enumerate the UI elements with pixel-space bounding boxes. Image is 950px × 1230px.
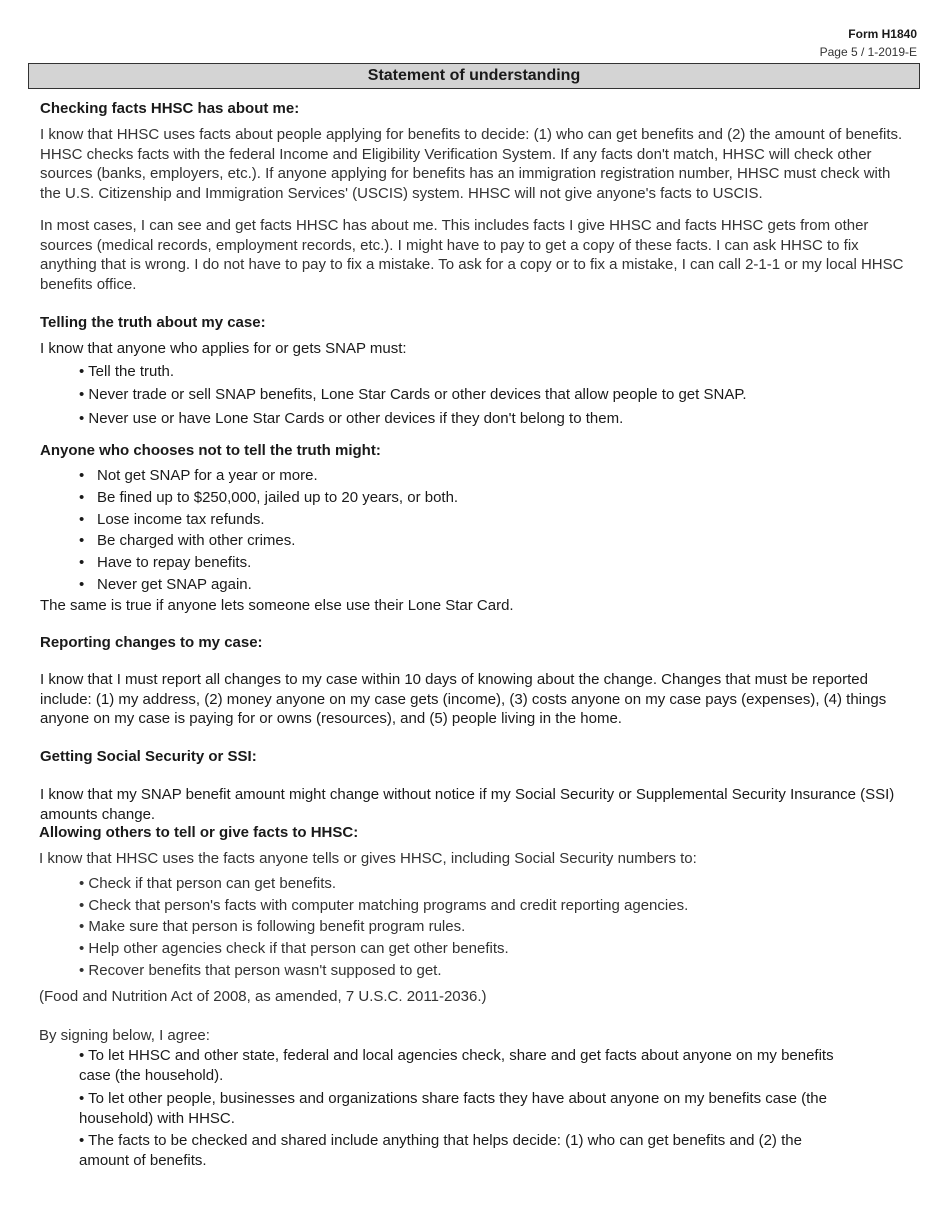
page-info: Page 5 / 1-2019-E [819,45,917,59]
penalty-item: Never get SNAP again. [97,576,252,593]
bullet-icon: • [79,489,85,506]
signing-item: • The facts to be checked and shared include anything that helps decide: (1) who can get benefits and (2) the amount of benefits. [79,1132,802,1169]
telling-truth-intro: I know that anyone who applies for or gets SNAP must: [40,340,407,357]
penalty-item: Be charged with other crimes. [97,532,296,549]
checking-facts-para-2: In most cases, I can see and get facts HHSC has about me. This includes facts I give HHSC and facts HHSC gets from other sources (medical records, employment records, etc.). I might have to pay to get a copy of these facts. I can ask HHSC to fix anything that is wrong. I do not have to pay to fix a mistake. To ask for a copy or to fix a mistake, I can call 2-1-1 or my local HHSC benefits office. [40,217,904,293]
checking-facts-heading: Checking facts HHSC has about me: [40,100,300,117]
checking-facts-para-1: I know that HHSC uses facts about people applying for benefits to decide: (1) who can get benefits and (2) the amount of benefits. HHSC checks facts with the federal Income and Eligibility Verification System. If any facts don't match, HHSC will check other sources (banks, employers, etc.). If anyone applying for benefits has an immigration registration number, HHSC must check with the U.S. Citizenship and Immigration Services' (USCIS) system. HHSC will not give anyone's facts to USCIS. [40,126,903,202]
bullet-icon: • [79,554,85,571]
reporting-para: I know that I must report all changes to my case within 10 days of knowing about the change. Changes that must be reported include: (1) my address, (2) money anyone on my case gets (income), (3) costs anyone on my case pays (expenses), (4) things anyone on my case is paying for or owns (resources), and (5) people living in the home. [40,671,887,727]
allowing-item: • Make sure that person is following benefit program rules. [79,918,466,935]
signing-intro: By signing below, I agree: [39,1027,210,1044]
social-security-heading: Getting Social Security or SSI: [40,748,257,765]
penalty-item: Not get SNAP for a year or more. [97,467,318,484]
penalties-footer: The same is true if anyone lets someone else use their Lone Star Card. [40,597,514,614]
bullet-icon: • [79,576,85,593]
truth-item: • Never use or have Lone Star Cards or other devices if they don't belong to them. [79,410,624,427]
allowing-item: • Check that person's facts with computer matching programs and credit reporting agencies. [79,897,689,914]
allowing-item: • Help other agencies check if that person can get other benefits. [79,940,509,957]
bullet-icon: • [79,532,85,549]
allowing-item: • Check if that person can get benefits. [79,875,337,892]
signing-item: • To let HHSC and other state, federal and local agencies check, share and get facts about anyone on my benefits case (the household). [79,1047,834,1084]
form-id: Form H1840 [848,27,917,41]
truth-item: • Never trade or sell SNAP benefits, Lone Star Cards or other devices that allow people to get SNAP. [79,386,747,403]
bullet-icon: • [79,511,85,528]
page-title: Statement of understanding [28,63,920,89]
citation: (Food and Nutrition Act of 2008, as amended, 7 U.S.C. 2011-2036.) [39,988,487,1005]
allowing-item: • Recover benefits that person wasn't supposed to get. [79,962,442,979]
bullet-icon: • [79,467,85,484]
social-security-para: I know that my SNAP benefit amount might change without notice if my Social Security or Supplemental Security Insurance (SSI) amounts change. [40,786,895,823]
penalties-heading: Anyone who chooses not to tell the truth might: [40,442,381,459]
penalty-item: Have to repay benefits. [97,554,252,571]
telling-truth-heading: Telling the truth about my case: [40,314,266,331]
reporting-heading: Reporting changes to my case: [40,634,263,651]
truth-item: • Tell the truth. [79,363,175,380]
allowing-others-heading: Allowing others to tell or give facts to HHSC: [39,824,359,841]
penalty-item: Be fined up to $250,000, jailed up to 20 years, or both. [97,489,459,506]
penalty-item: Lose income tax refunds. [97,511,265,528]
allowing-others-intro: I know that HHSC uses the facts anyone tells or gives HHSC, including Social Security numbers to: [39,850,697,867]
signing-item: • To let other people, businesses and organizations share facts they have about anyone on my benefits case (the household) with HHSC. [79,1090,827,1127]
